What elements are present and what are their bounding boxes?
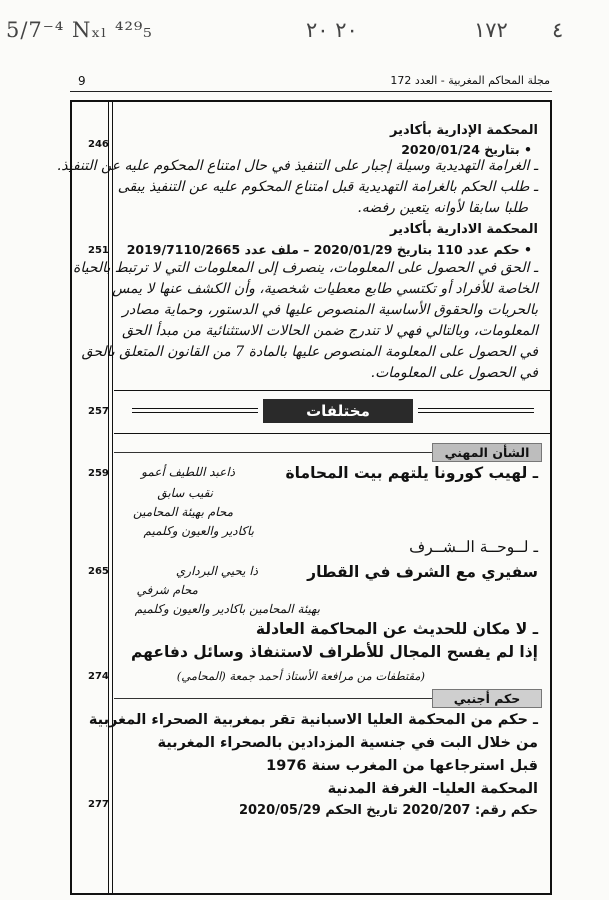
section2-line: بالحريات والحقوق الأساسية المنصوص عليها في الدستور، وحماية مصادر: [122, 302, 538, 318]
page-number: 9: [78, 74, 86, 88]
misc-page: 257: [88, 406, 109, 417]
section2-page: 251: [88, 245, 109, 256]
item1-role: محام بهيئة المحامين: [133, 505, 233, 519]
section2-line: المعلومات، وبالتالي فهي لا تندرج ضمن الحالات الاستثنائية من مبدأ الحق: [122, 323, 538, 339]
handwritten-year: ٢٠ ٢٠: [306, 18, 358, 42]
section1-page: 246: [88, 139, 109, 150]
item1-role: نقيب سابق: [157, 486, 213, 500]
item1-author: ذاعبد اللطيف أعمو: [141, 465, 235, 479]
foreign-page: 277: [88, 799, 109, 810]
banner-rule-right: [418, 408, 534, 413]
foreign-line: من خلال البت في جنسية المزدادين بالصحراء المغربية: [157, 735, 538, 751]
section1-court: المحكمة الإدارية بأكادير: [390, 123, 538, 138]
page-column-divider: [108, 102, 109, 893]
miscellany-banner: مختلفات: [263, 399, 413, 423]
item1-title: ـ لهيب كورونا يلتهم بيت المحاماة: [285, 464, 538, 482]
item3-title: ـ لا مكان للحديث عن المحاكمة العادلة: [255, 620, 538, 638]
section2-line: في الحصول على المعلومات.: [370, 365, 538, 381]
item1-page: 259: [88, 468, 109, 479]
handwritten-mark: ٤: [552, 18, 564, 42]
foreign-line: المحكمة العليا– الغرفة المدنية: [327, 781, 538, 797]
section-divider: [114, 390, 550, 391]
running-head: [70, 73, 552, 92]
section2-date: • حكم عدد 110 بتاريخ 2020/01/29 – ملف عدد 2019/7110/2665: [126, 242, 532, 257]
banner-rule-left: [132, 408, 258, 413]
section2-line: ـ الحق في الحصول على المعلومات، ينصرف إلى المعلومات التي لا ترتبط بالحياة: [73, 260, 538, 276]
foreign-line: حكم رقم: 2020/207 تاريخ الحكم 2020/05/29: [238, 803, 538, 818]
item2-page: 265: [88, 566, 109, 577]
page-column-divider-inner: [112, 102, 113, 893]
journal-title: مجلة المحاكم المغربية - العدد 172: [390, 74, 550, 87]
section1-date: • بتاريخ 2020/01/24: [401, 142, 532, 157]
section-divider: [114, 433, 550, 434]
item3-note: (مقتطفات من مرافعة الأستاذ أحمد جمعة (المحامي): [176, 669, 425, 683]
category-line: [114, 698, 432, 699]
item2-role: بهيئة المحامين باكادير والعيون وكلميم: [134, 602, 320, 616]
item1-role: باكادير والعيون وكلميم: [143, 524, 254, 538]
section1-line2: ـ طلب الحكم بالغرامة التهديدية قبل امتناع المحكوم عليه عن التنفيذ يبقى: [117, 179, 538, 195]
category-foreign: حكم أجنبي: [432, 689, 542, 708]
section1-line3: طلبا سابقا لأوانه يتعين رفضه.: [357, 200, 528, 216]
foreign-line: ـ حكم من المحكمة العليا الاسبانية تقر بمغربية الصحراء المغربية: [88, 712, 538, 728]
table-of-contents-frame: [56, 100, 552, 895]
section2-court: المحكمة الادارية بأكادير: [390, 222, 538, 237]
section2-line: الخاصة للأفراد أو تكتسي طابع معطيات شخصية، وأن الكشف عنها لا يمس: [112, 281, 538, 297]
item2-subtitle: سفيري مع الشرف في القطار: [307, 563, 538, 581]
category-line: [114, 452, 432, 453]
item2-author: ذا يحيي البرداري: [175, 564, 258, 578]
item3-subtitle: إذا لم يفسح المجال للأطراف لاستنفاذ وسائل دفاعهم: [131, 643, 538, 661]
section2-line: في الحصول على المعلومة المنصوص عليها بالمادة 7 من القانون المتعلق بالحق: [81, 344, 538, 360]
item2-title: ـ لــوحــة الــشــرف: [409, 538, 538, 556]
foreign-line: قبل استرجاعها من المغرب سنة 1976: [266, 758, 538, 774]
category-professional: الشأن المهني: [432, 443, 542, 462]
section1-line1: ـ الغرامة التهديدية وسيلة إجبار على التنفيذ في حال امتناع المحكوم عليه عن التنفيذ.: [56, 158, 538, 174]
item3-page: 274: [88, 671, 109, 682]
item2-role: محام شرفي: [136, 583, 198, 597]
handwritten-issue-number: ١٧٢: [474, 18, 508, 42]
handwritten-reference: 5/7⁻⁴ Nₓₗ ⁴²⁹₅: [6, 18, 153, 42]
